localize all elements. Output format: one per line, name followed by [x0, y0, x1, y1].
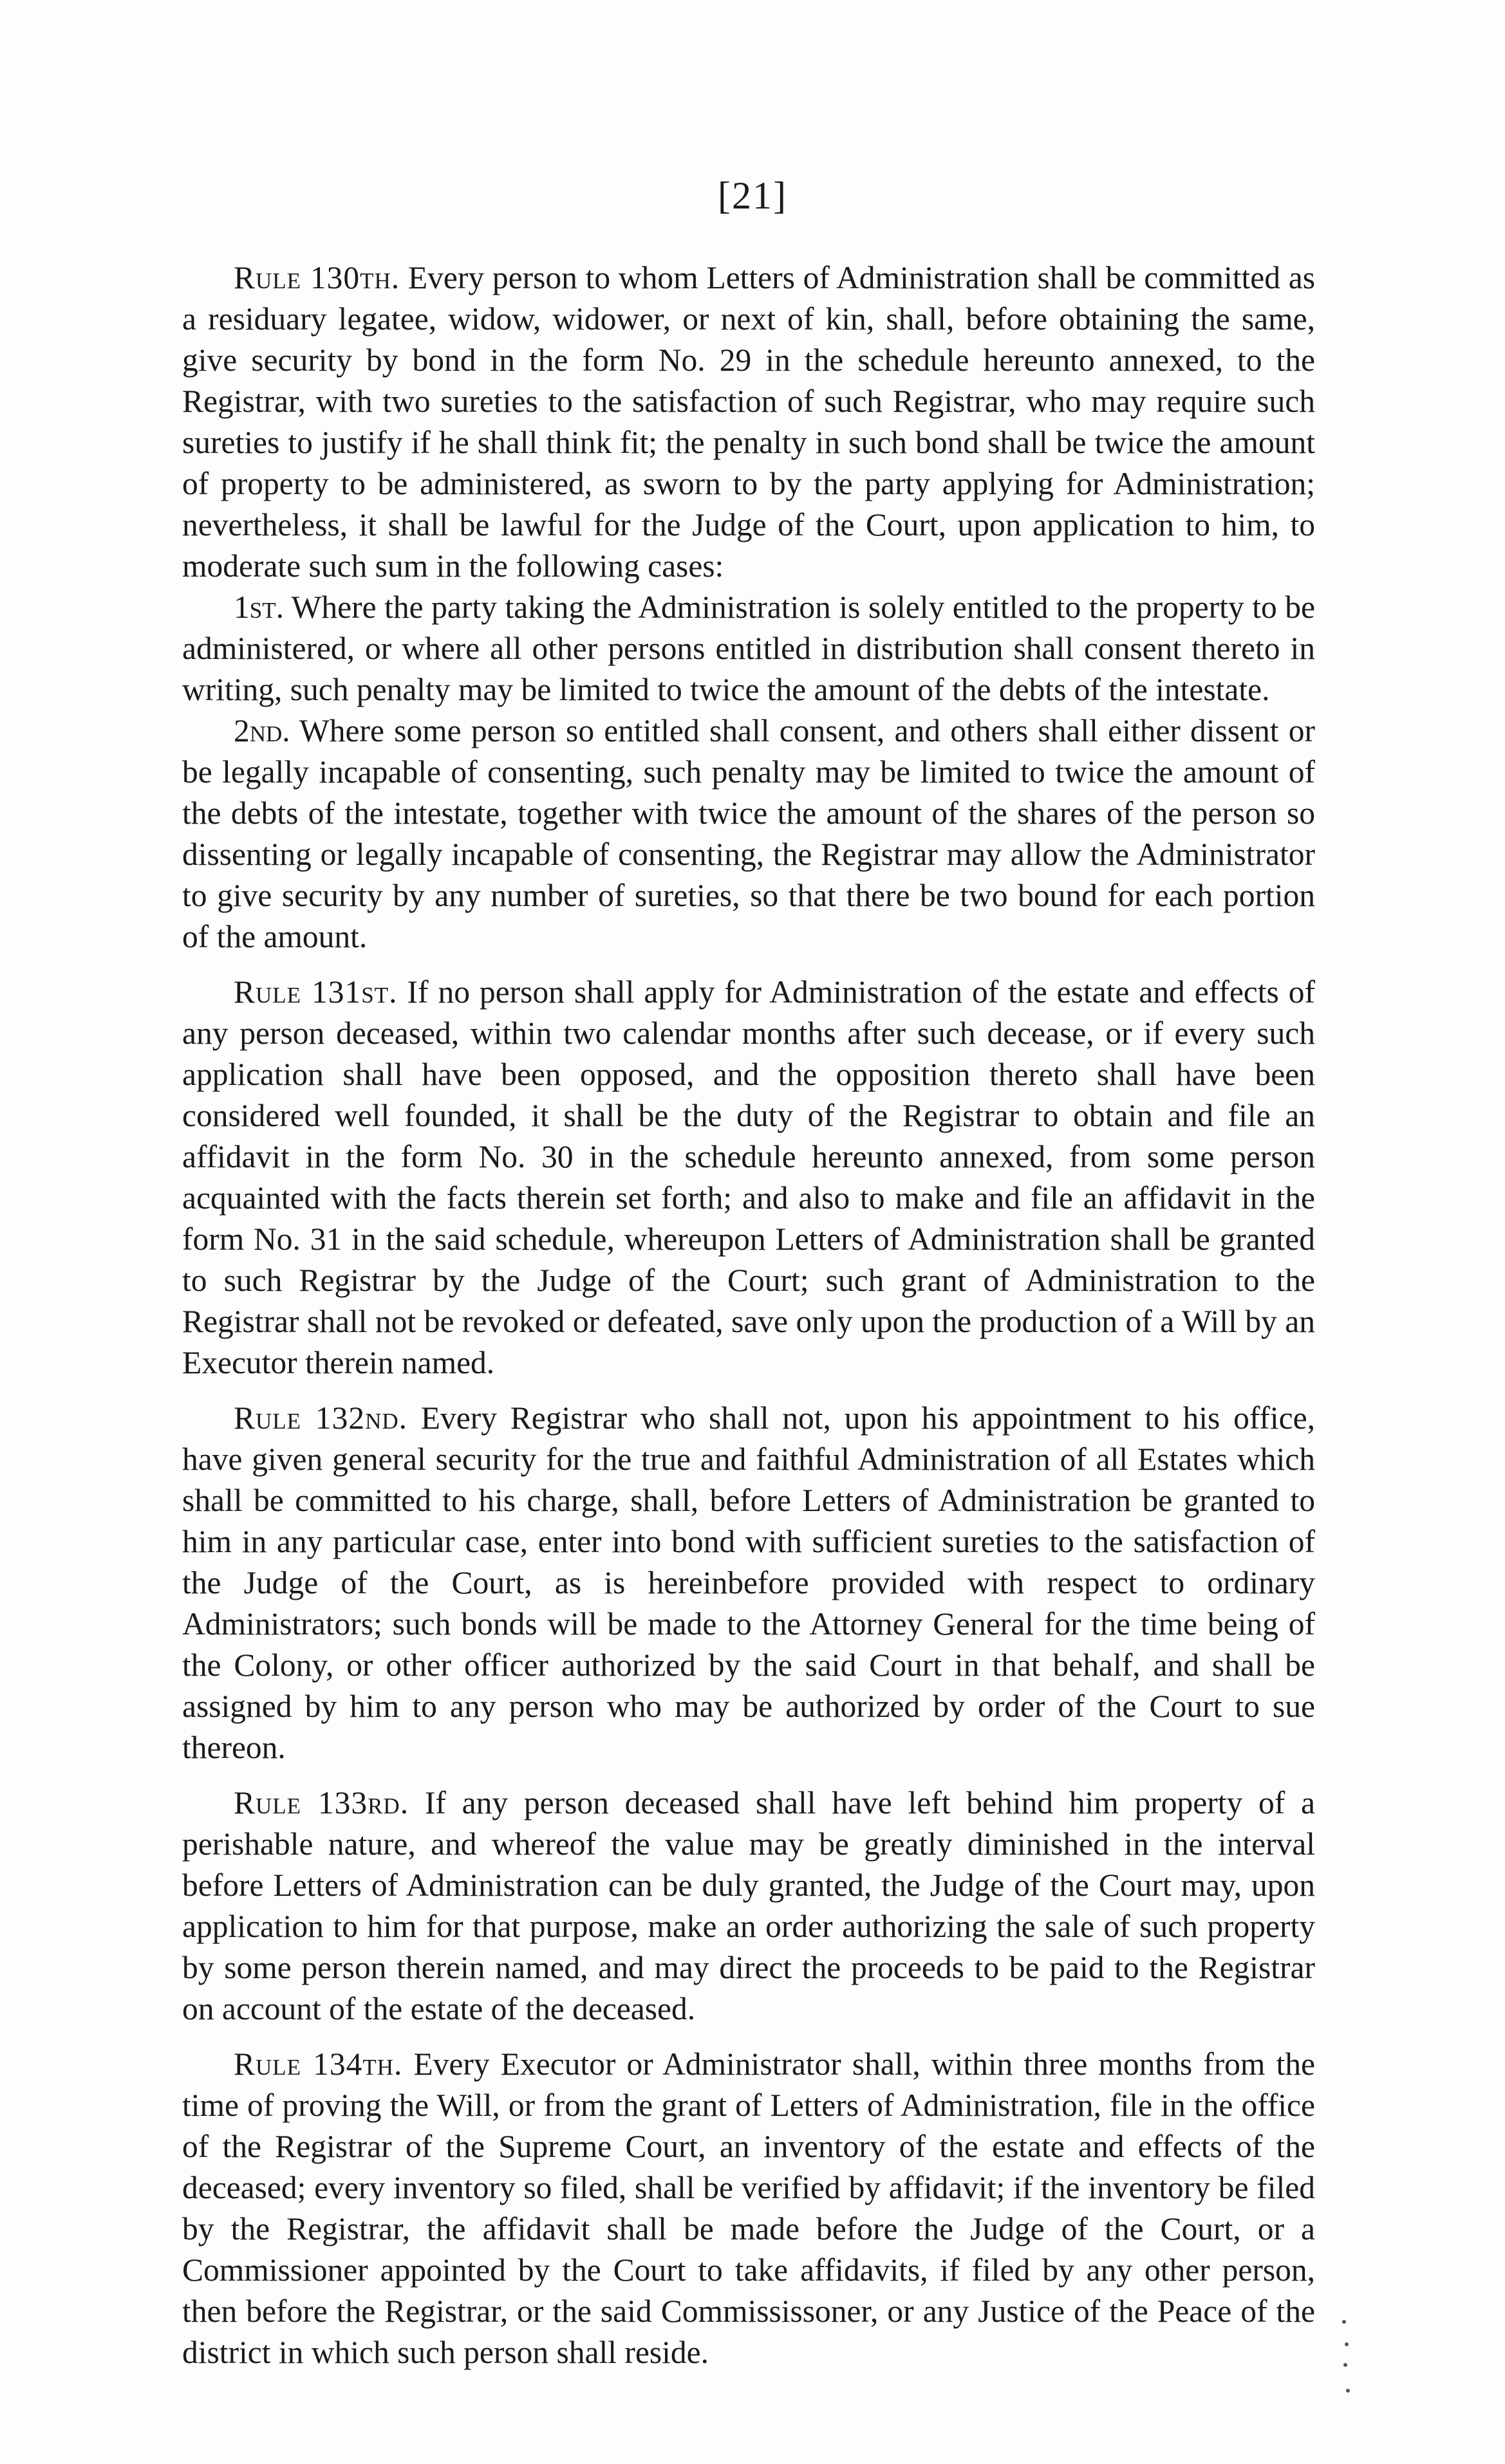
- rule-133-text: If any person deceased shall have left behind him property of a perishable nature, and whereof the value may be greatly diminished in the interval before Letters of Administration can be duly granted, the Judge of the Court may, upon application to him for that purpose, make an order authorizing the sale of such property by some person therein named, and may direct the proceeds to be paid to the Registrar on account of the estate of the deceased.: [182, 1785, 1315, 2026]
- rule-134-paragraph: [182, 2044, 1315, 2373]
- rule-134-heading: Rule 134th.: [234, 2046, 403, 2082]
- rules-text: [182, 257, 1315, 2387]
- case-1-heading: 1st.: [234, 589, 284, 625]
- paper-speck: [1343, 2363, 1347, 2367]
- rule-134-text: Every Executor or Administrator shall, within three months from the time of proving the Will, or from the grant of Letters of Administration, file in the office of the Registrar of the Supreme Court, an inventory of the estate and effects of the deceased; every inventory so filed, shall be verified by affidavit; if the inventory be filed by the Registrar, the affidavit shall be made before the Judge of the Court, or a Commissioner appointed by the Court to take affidavits, if filed by any other person, then before the Registrar, or the said Commississoner, or any Justice of the Peace of the district in which such person shall reside.: [182, 2046, 1315, 2370]
- rule-130-text: Every person to whom Letters of Administration shall be committed as a residuary legatee, widow, widower, or next of kin, shall, before obtaining the same, give security by bond in the form No. 29 in the schedule hereunto annexed, to the Registrar, with two sureties to the satisfaction of such Registrar, who may require such sureties to justify if he shall think fit; the penalty in such bond shall be twice the amount of property to be administered, as sworn to by the party applying for Administration; nevertheless, it shall be lawful for the Judge of the Court, upon application to him, to moderate such sum in the following cases:: [182, 260, 1315, 584]
- rule-131-text: If no person shall apply for Administration of the estate and effects of any person deceased, within two calendar months after such decease, or if every such application shall have been opposed, and the opposition thereto shall have been considered well founded, it shall be the duty of the Registrar to obtain and file an affidavit in the form No. 30 in the schedule hereunto annexed, from some person acquainted with the facts therein set forth; and also to make and file an affidavit in the form No. 31 in the said schedule, whereupon Letters of Administration shall be granted to such Registrar by the Judge of the Court; such grant of Administration to the Registrar shall not be revoked or defeated, save only upon the production of a Will by an Executor therein named.: [182, 974, 1315, 1380]
- rule-133-heading: Rule 133rd.: [234, 1785, 409, 1820]
- case-1-text: Where the party taking the Administration is solely entitled to the property to be administered, or where all other persons entitled in distribution shall consent thereto in writing, such penalty may be limited to twice the amount of the debts of the intestate.: [182, 589, 1315, 707]
- rule-132-paragraph: [182, 1398, 1315, 1768]
- rule-132-text: Every Registrar who shall not, upon his appointment to his office, have given general security for the true and faithful Administration of all Estates which shall be committed to his charge, shall, before Letters of Administration be granted to him in any particular case, enter into bond with sufficient sureties to the satisfaction of the Judge of the Court, as is hereinbefore provided with respect to ordinary Administrators; such bonds will be made to the Attorney General for the time being of the Colony, or other officer authorized by the said Court in that behalf, and shall be assigned by him to any person who may be authorized by order of the Court to sue thereon.: [182, 1400, 1315, 1765]
- case-2-paragraph: [182, 710, 1315, 958]
- paper-speck: [1345, 2342, 1349, 2346]
- rule-130-heading: Rule 130th.: [234, 260, 400, 295]
- case-1-paragraph: [182, 587, 1315, 710]
- rule-130-paragraph: [182, 257, 1315, 587]
- case-2-text: Where some person so entitled shall consent, and others shall either dissent or be legally incapable of consenting, such penalty may be limited to twice the amount of the debts of the intestate, together with twice the amount of the shares of the person so dissenting or legally incapable of consenting, the Registrar may allow the Administrator to give security by any number of sureties, so that there be two bound for each portion of the amount.: [182, 713, 1315, 954]
- case-2-heading: 2nd.: [234, 713, 290, 748]
- rule-132-heading: Rule 132nd.: [234, 1400, 408, 1436]
- paper-speck: [1342, 2320, 1346, 2324]
- page-number: [21]: [718, 174, 787, 217]
- paper-speck: [1346, 2389, 1350, 2393]
- rule-133-paragraph: [182, 1783, 1315, 2030]
- rule-131-paragraph: [182, 972, 1315, 1384]
- rule-131-heading: Rule 131st.: [234, 974, 398, 1010]
